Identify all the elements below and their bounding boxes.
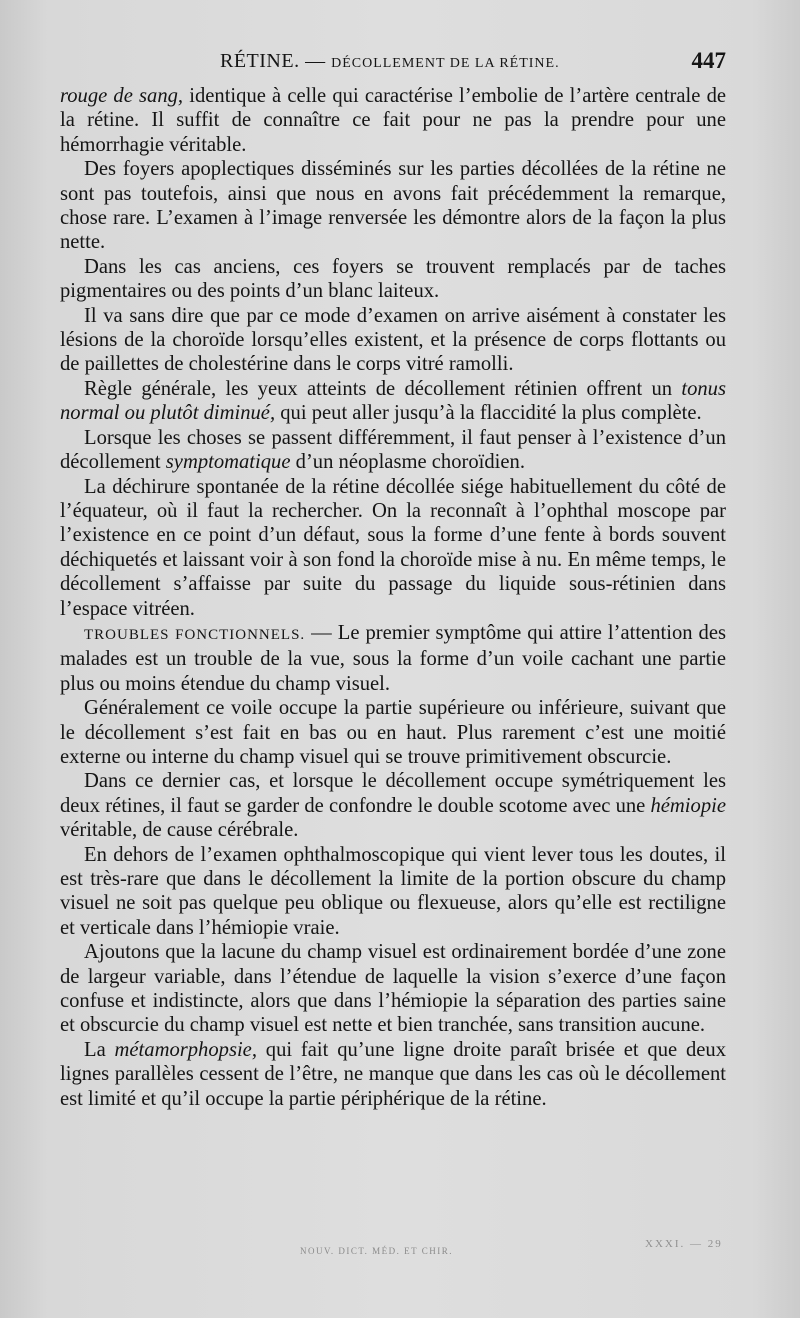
paragraph — [60, 475, 726, 621]
paragraph-emphasis: métamorphopsie, — [114, 1038, 257, 1061]
paragraph-emphasis: hémiopie — [650, 794, 726, 817]
paragraph-text: identique à celle qui caractérise l’embolie de l’artère centrale de la rétine. Il suffit de connaître ce fait pour ne pas la prendre pour une hémorrhagie véritable. — [60, 85, 727, 156]
paragraph — [60, 377, 726, 426]
paragraph-text: La — [84, 1038, 115, 1061]
paragraph-text: qui fait qu’une ligne droite paraît brisée et que deux lignes parallèles cessent de l’être, ne manque que dans les cas où le décollement est limité et qu’il occupe la partie périphérique de la rétine. — [60, 1038, 726, 1110]
paragraph — [60, 1038, 726, 1111]
paragraph — [60, 426, 726, 475]
paragraph-text: Des foyers apoplectiques disséminés sur les parties décollées de la rétine ne sont pas toutefois, ainsi que nous en avons fait précédemment la remarque, chose rare. L’examen à l’image renversée les démontre alors de la façon la plus nette. — [60, 158, 726, 254]
paragraph-emphasis: tonus normal ou plutôt diminué, — [60, 377, 726, 425]
body-text — [60, 84, 726, 1111]
page-header — [60, 48, 726, 80]
running-head-dash: — — [299, 50, 332, 72]
paragraph-text: Règle générale, les yeux atteints de décollement rétinien offrent un — [84, 377, 682, 400]
paragraph-text: Ajoutons que la lacune du champ visuel est ordinairement bordée d’une zone de largeur variable, dans l’étendue de laquelle la vision s’exerce d’une façon confuse et indistincte, alors que dans l’hémiopie la séparation des parties saine et obscurcie du champ visuel est nette et bien tranchée, sans transition aucune. — [60, 941, 726, 1037]
paragraph — [60, 84, 726, 157]
paragraph-text: En dehors de l’examen ophthalmoscopique qui vient lever tous les doutes, il est très-rare que dans le décollement la limite de la portion obscure du champ visuel ne soit pas quelque peu oblique ou flexueuse, alors qu’elle est rectiligne et verticale dans l’hémiopie vraie. — [60, 843, 726, 939]
paragraph-text: qui peut aller jusqu’à la flaccidité la plus complète. — [275, 402, 702, 425]
paragraph — [60, 696, 726, 769]
signature-mark: XXXI. — 29 — [645, 1238, 723, 1250]
paragraph-text: La déchirure spontanée de la rétine décollée siége habituellement du côté de l’équateur, où il faut la rechercher. On la reconnaît à l’ophthal moscope par l’existence en ce point d’un défaut, sous la forme d’une fente à bords souvent déchiquetés et laissant voir à son fond la choroïde mise à nu. En même temps, le décollement s’affaisse par suite du passage du liquide sous-rétinien dans l’espace vitréen. — [60, 475, 726, 620]
paragraph-text: d’un néoplasme choroïdien. — [290, 451, 525, 474]
paragraph — [60, 157, 726, 255]
paragraph-emphasis: rouge de sang, — [60, 85, 184, 107]
section-heading: TROUBLES FONCTIONNELS. — [84, 626, 306, 643]
paragraph-text: Généralement ce voile occupe la partie supérieure ou inférieure, suivant que le décollement s’est fait en bas ou en haut. Plus rarement c’est une moitié externe ou interne du champ visuel qui se trouve primitivement obscurcie. — [60, 697, 726, 768]
paragraph — [60, 255, 726, 304]
paragraph-text: Dans les cas anciens, ces foyers se trouvent remplacés par de taches pigmentaires ou des points d’un blanc laiteux. — [60, 255, 726, 303]
paragraph — [60, 769, 726, 842]
page-number: 447 — [691, 48, 726, 73]
paragraph-text: véritable, de cause cérébrale. — [60, 819, 299, 842]
paragraph — [60, 940, 726, 1038]
paragraph-emphasis: symptomatique — [165, 451, 291, 474]
paragraph-text: Dans ce dernier cas, et lorsque le décollement occupe symétriquement les deux rétines, il faut se garder de confondre le double scotome avec une — [60, 770, 726, 817]
paragraph-text: Lorsque les choses se passent différemment, il faut penser à l’existence d’un décollement — [60, 426, 726, 474]
footer-note: NOUV. DICT. MÉD. ET CHIR. — [300, 1246, 454, 1256]
paragraph-text: — Le premier symptôme qui attire l’attention des malades est un trouble de la vue, sous la forme d’un voile cachant une partie plus ou moins étendue du champ visuel. — [60, 621, 726, 695]
paragraph-text: Il va sans dire que par ce mode d’examen on arrive aisément à constater les lésions de la choroïde lorsqu’elles existent, et la présence de corps flottants ou de paillettes de cholestérine dans le corps vitré ramolli. — [60, 304, 726, 376]
paragraph — [60, 843, 726, 941]
section-paragraph — [60, 621, 726, 696]
running-head — [220, 50, 560, 73]
running-head-subtitle: DÉCOLLEMENT DE LA RÉTINE. — [331, 56, 560, 71]
running-head-main: RÉTINE. — [220, 50, 300, 72]
paragraph — [60, 304, 726, 377]
